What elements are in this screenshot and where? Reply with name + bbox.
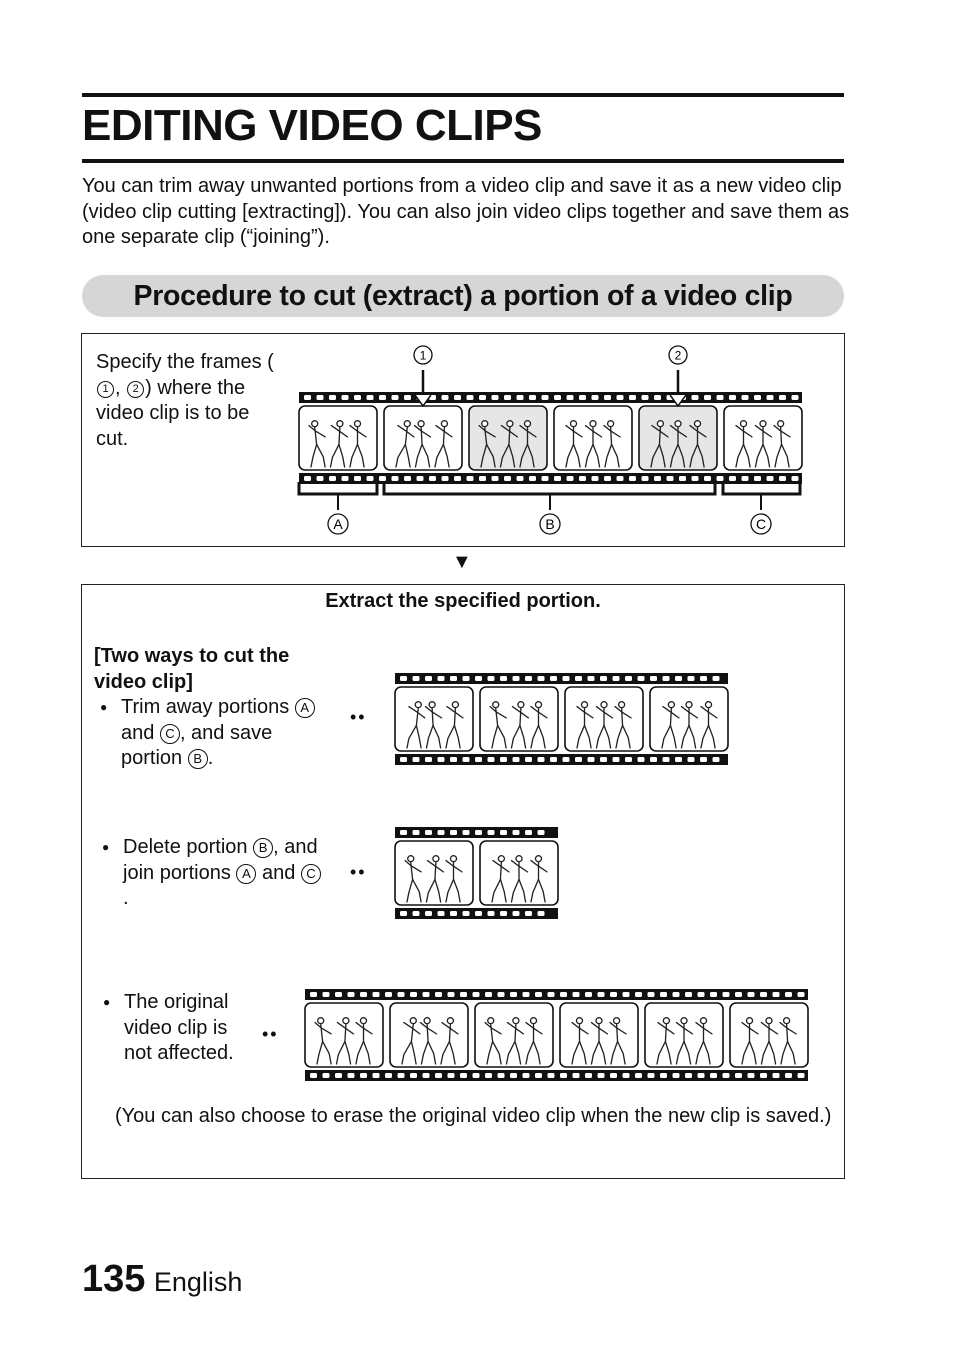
intro-paragraph: You can trim away unwanted portions from a video clip and save it as a new video clip (video clip cutting [extracting]). You can also join video clips together and save them as one separate clip (“joining”).	[82, 175, 850, 248]
erase-note: (You can also choose to erase the original video clip when the new clip is saved.)	[115, 1105, 832, 1127]
joined-clip-diagram	[390, 822, 562, 928]
page-title: EDITING VIDEO CLIPS	[82, 101, 542, 150]
source-clip-diagram	[290, 340, 820, 540]
mark-2-symbol: 2	[127, 381, 144, 398]
original-text: ● The original video clip is not affected.	[124, 990, 259, 1067]
cut-point-1-label: 1	[419, 348, 427, 363]
result-marker: ••	[350, 862, 367, 882]
portion-a-label: A	[333, 516, 343, 532]
page-language: English	[153, 1267, 243, 1297]
way-2-text: ● Delete portion B , and join portions A and C.	[123, 835, 323, 912]
specify-frames-text: Specify the frames (1 , 2 ) where the video clip is to be cut.	[96, 351, 274, 450]
portion-b-label: B	[545, 516, 555, 532]
two-ways-heading: [Two ways to cut the video clip]	[94, 645, 290, 693]
original-clip-diagram	[300, 984, 812, 1090]
original-filmstrip-icon	[305, 989, 808, 1081]
way-1-text: ● Trim away portions A and C , and save portion B .	[121, 695, 321, 772]
mark-1-symbol: 1	[97, 381, 114, 398]
extract-heading: Extract the specified portion.	[325, 590, 601, 612]
cut-point-2-label: 2	[674, 348, 682, 363]
source-filmstrip-icon	[299, 392, 802, 484]
result-marker: ••	[350, 707, 367, 727]
portion-c-label: C	[755, 516, 767, 532]
section-heading: Procedure to cut (extract) a portion of a video clip	[82, 275, 844, 317]
top-rule	[82, 93, 844, 97]
arrow-down-icon: ▼	[452, 551, 472, 573]
joined-filmstrip-icon	[395, 827, 558, 919]
result-marker: ••	[262, 1024, 279, 1044]
page-number: 135	[82, 1258, 146, 1300]
page-footer	[82, 1258, 242, 1301]
trimmed-clip-diagram	[390, 668, 730, 774]
trimmed-filmstrip-icon	[395, 673, 728, 765]
title-underline	[82, 159, 844, 163]
